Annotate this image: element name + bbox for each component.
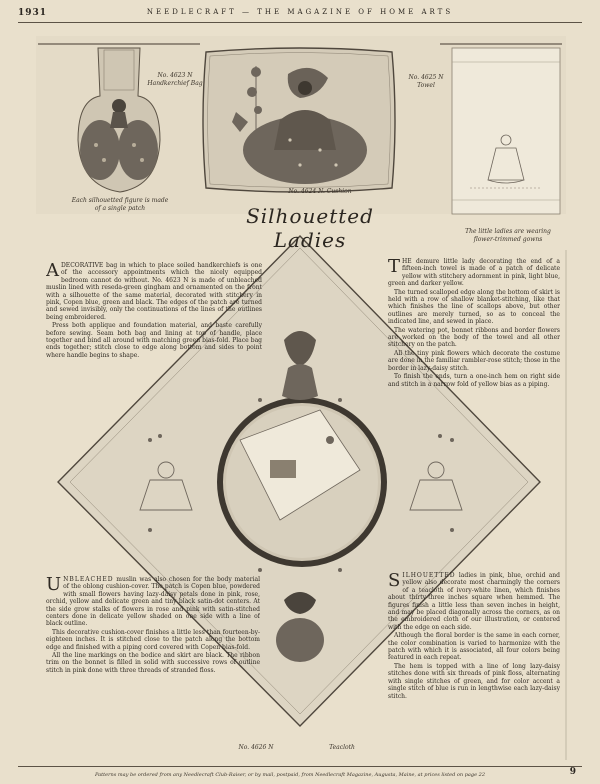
- towel-label-number: No. 4625 N: [408, 74, 444, 81]
- text-cushion-p1: muslin was also chosen for the body material of the oblong cushion-cover. The patch is Copen blue, powdered with small flowers having lazy-daisy petals done in pink, rose, orchid, yellow and delicate green and tiny black satin-dot centers. At the side grow stalks of flowers in rose and pink with satin-stitched centers done in delicate yellow shaded on one side with a line of black outline.: [46, 576, 260, 628]
- text-teacloth-lead: ILHOUETTED: [402, 572, 456, 579]
- towel-label-name: Towel: [417, 82, 435, 89]
- text-teacloth-p2: Although the floral border is the same in each corner, the color combination is varied to harmonize with the patch with which it is associated, all four colors being featured in each repeat.: [388, 632, 560, 662]
- article-title: Silhouetted Ladies: [246, 204, 374, 252]
- footer-rule: [18, 766, 582, 767]
- cushion-illustration: [203, 48, 395, 192]
- text-towel-p4: All the tiny pink flowers which decorate the costume are done in the familiar rambler-rose stitch; those in the border in lazy-daisy stitch.: [388, 349, 560, 372]
- footer-note: Patterns may be ordered from any Needlecraft Club-Raiser, or by mail, postpaid, from Needlecraft Magazine, Augusta, Maine, at prices listed on page 22: [95, 772, 485, 778]
- teacloth-label-name: Teacloth: [329, 744, 355, 751]
- text-cushion: [46, 576, 260, 756]
- drop-cap-t: T: [388, 258, 401, 277]
- cushion-caption: No. 4624 N. Cushion: [288, 188, 352, 195]
- teacloth-label-number: No. 4626 N: [238, 744, 274, 751]
- text-teacloth-p3: The hem is topped with a line of long lazy-daisy stitches done with six threads of pink floss, alternating with single stitches of green, and for color accent a single stitch of blue is run in lengthwise each lazy-daisy stitch.: [388, 662, 560, 700]
- text-cushion-p2: This decorative cushion-cover finishes a little less than fourteen-by-eighteen inches. It is stitched close to the patch along the bottom edge and finished with a piping cord covered with Copen bias-fold.: [46, 628, 260, 651]
- text-teacloth-p1: ladies in pink, blue, orchid and yellow also decorate most charmingly the corners of a teacloth of ivory-white linen, which finishes about thirty-three inches square when hemmed. The figures finish a little less than seven inches in height, and may be placed diagonally across the corners, as on the embroidered cloth of our illustration, or centered with the edge on each side.: [388, 572, 560, 631]
- towel-caption: The little ladies are wearing flower-trimmed gowns: [465, 228, 551, 243]
- towel-label: [396, 74, 456, 90]
- drop-cap-s: S: [388, 572, 401, 591]
- text-bag-p1: DECORATIVE bag in which to place soiled handkerchiefs is one of the accessory appointments which the nicely equipped bedroom cannot do without. No. 4623 N is made of unbleached muslin lined with reseda-green gingham and ornamented on the front with a silhouette of the same material, decorated with stitchery in pink, Copen blue, green and black. The edges of the patch are turned and sewed invisibly, only the continuations of the lines of the outlines being embroidered.: [46, 262, 262, 321]
- page-number: 9: [569, 767, 576, 777]
- magazine-title: NEEDLECRAFT — THE MAGAZINE OF HOME ARTS: [146, 8, 454, 16]
- text-towel: [388, 258, 560, 390]
- towel-illustration: [452, 48, 560, 214]
- text-bag: [46, 262, 262, 392]
- text-towel-p2: The turned scalloped edge along the bottom of skirt is held with a row of shallow blanket-stitching, like that which finishes the line of scallops above, but other outlines are merely turned, so as to conceal the indicated line, and sewed in place.: [388, 288, 560, 326]
- bag-label: [140, 72, 210, 88]
- bag-label-number: No. 4623 N: [157, 72, 193, 79]
- text-towel-p1: HE demure little lady decorating the end of a fifteen-inch towel is made of a patch of delicate yellow with stitchery adornment in pink, light blue, green and darker yellow.: [388, 258, 560, 288]
- text-bag-p2: Press both applique and foundation material, and baste carefully before sewing. Seam both bag and lining at top of handle, place together and bind all around with matching green bias-fold. Place bag ends together; stitch close to edge along bottom and sides to point where handle begins to shape.: [46, 322, 262, 359]
- text-cushion-p3: All the line markings on the bodice and skirt are black. The ribbon trim on the bonnet is filled in solid with successive rows of outline stitch in pink done with three threads of stranded floss.: [46, 652, 260, 674]
- text-towel-p5: To finish the ends, turn a one-inch hem on right side and stitch in a narrow fold of yellow bias as a piping.: [388, 373, 560, 388]
- drop-cap-a: A: [46, 262, 59, 281]
- bag-label-name: Handkerchief Bag: [147, 80, 203, 87]
- drop-cap-u: U: [46, 576, 62, 595]
- text-towel-p3: The watering pot, bonnet ribbons and border flowers are worked on the body of the towel and all other stitchery on the patch.: [388, 326, 560, 349]
- issue-year: 1931: [18, 8, 48, 18]
- text-cushion-lead: NBLEACHED: [63, 576, 114, 583]
- bag-caption: Each silhouetted figure is made of a single patch: [71, 197, 169, 212]
- text-teacloth: [388, 572, 560, 752]
